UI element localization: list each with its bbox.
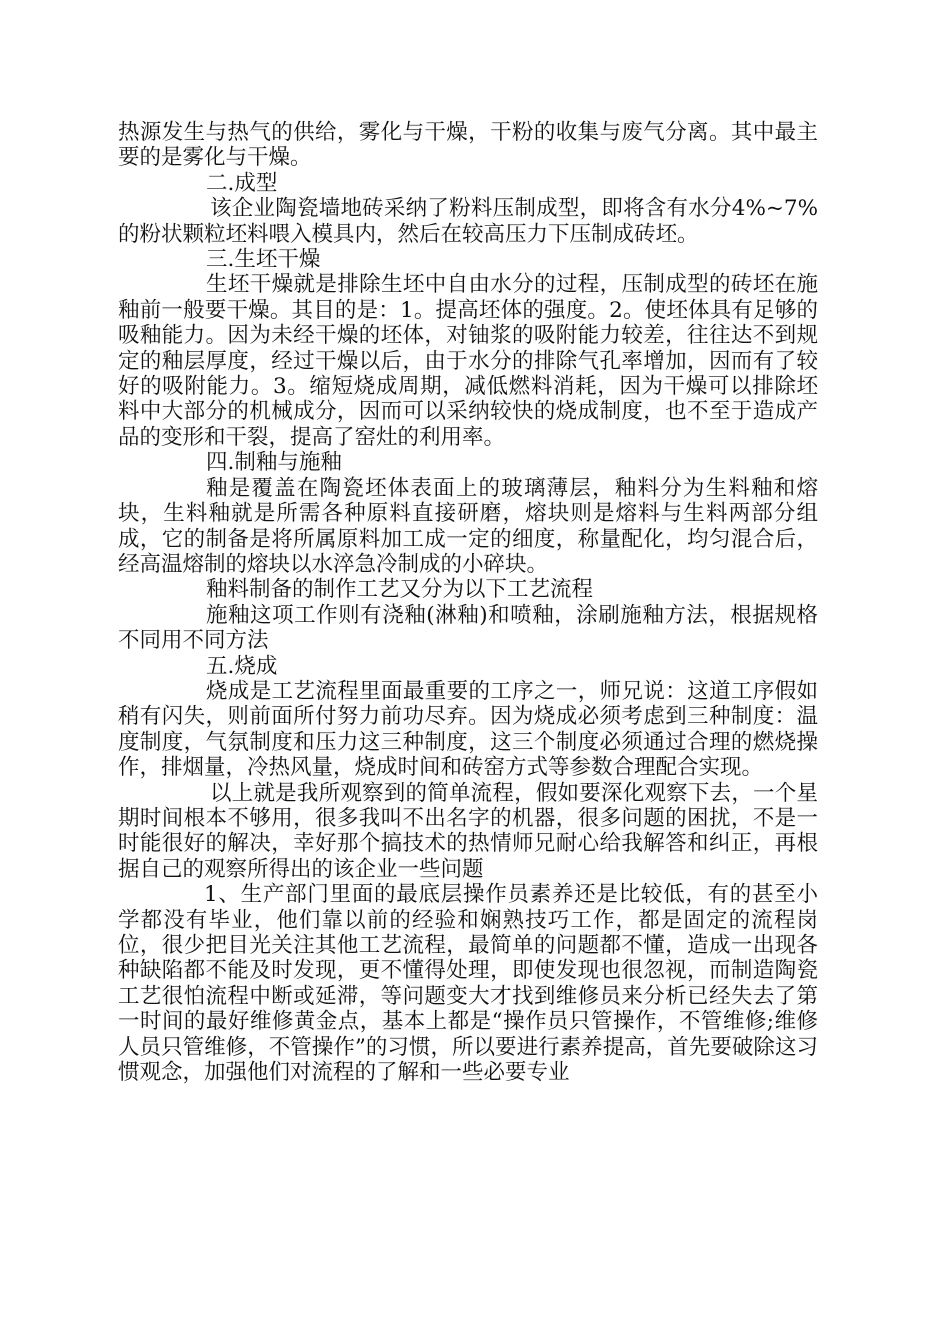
paragraph-spray-drying-cont: 热源发生与热气的供给，雾化与干燥，干粉的收集与废气分离。其中最主要的是雾化与干燥。: [118, 120, 818, 171]
paragraph-glaze-definition: 釉是覆盖在陶瓷坯体表面上的玻璃薄层，釉料分为生料釉和熔块，生料釉就是所需各种原料直接研磨，熔块则是熔料与生料两部分组成，它的制备是将所属原料加工成一定的细度，称量配化，均匀混合后，经高温熔制的熔块以水淬急冷制成的小碎块。: [118, 475, 818, 577]
paragraph-forming: 该企业陶瓷墙地砖采纳了粉料压制成型，即将含有水分4%~7%的粉状颗粒坯料喂入模具内，然后在较高压力下压制成砖坯。: [118, 196, 818, 247]
document-page: [118, 120, 818, 1085]
paragraph-green-body-drying: 生坯干燥就是排除生坯中自由水分的过程，压制成型的砖坯在施釉前一般要干燥。其目的是：1。提高坯体的强度。2。使坯体具有足够的吸釉能力。因为未经干燥的坯体，对铀浆的吸附能力较差，往往达不到规定的釉层厚度，经过干燥以后，由于水分的排除气孔率增加，因而有了较好的吸附能力。3。缩短烧成周期，减低燃料消耗，因为干燥可以排除坯料中大部分的机械成分，因而可以采纳较快的烧成制度，也不至于造成产品的变形和干裂，提高了窑灶的利用率。: [118, 272, 818, 450]
list-item-problem-1: 1、生产部门里面的最底层操作员素养还是比较低，有的甚至小学都没有毕业，他们靠以前的经验和娴熟技巧工作，都是固定的流程岗位，很少把目光关注其他工艺流程，最简单的问题都不懂，造成一出现各种缺陷都不能及时发现，更不懂得处理，即使发现也很忽视，而制造陶瓷工艺很怕流程中断或延滞，等问题变大才找到维修员来分析已经失去了第一时间的最好维修黄金点，基本上都是“操作员只管操作，不管维修;维修人员只管维修，不管操作”的习惯，所以要进行素养提高，首先要破除这习惯观念，加强他们对流程的了解和一些必要专业: [118, 882, 818, 1086]
heading-green-body-drying: 三.生坯干燥: [206, 247, 321, 273]
heading-forming: 二.成型: [206, 170, 278, 196]
paragraph-glaze-application: 施釉这项工作则有浇釉(淋釉)和喷釉，涂刷施釉方法，根据规格不同用不同方法: [118, 602, 818, 654]
paragraph-glaze-process: 釉料制备的制作工艺又分为以下工艺流程: [206, 577, 594, 603]
paragraph-firing: 烧成是工艺流程里面最重要的工序之一，师兄说：这道工序假如稍有闪失，则前面所付努力前功尽弃。因为烧成必须考虑到三种制度：温度制度，气氛制度和压力这三种制度，这三个制度必须通过合理的燃烧操作，排烟量，冷热风量，烧成时间和砖窑方式等参数合理配合实现。: [118, 678, 818, 781]
paragraph-observation-summary: 以上就是我所观察到的简单流程，假如要深化观察下去，一个星期时间根本不够用，很多我叫不出名字的机器，很多问题的困扰，不是一时能很好的解决，幸好那个搞技术的热情师兄耐心给我解答和纠正，再根据自己的观察所得出的该企业一些问题: [118, 780, 818, 882]
heading-firing: 五.烧成: [206, 653, 278, 679]
heading-glazing: 四.制釉与施釉: [206, 450, 342, 476]
